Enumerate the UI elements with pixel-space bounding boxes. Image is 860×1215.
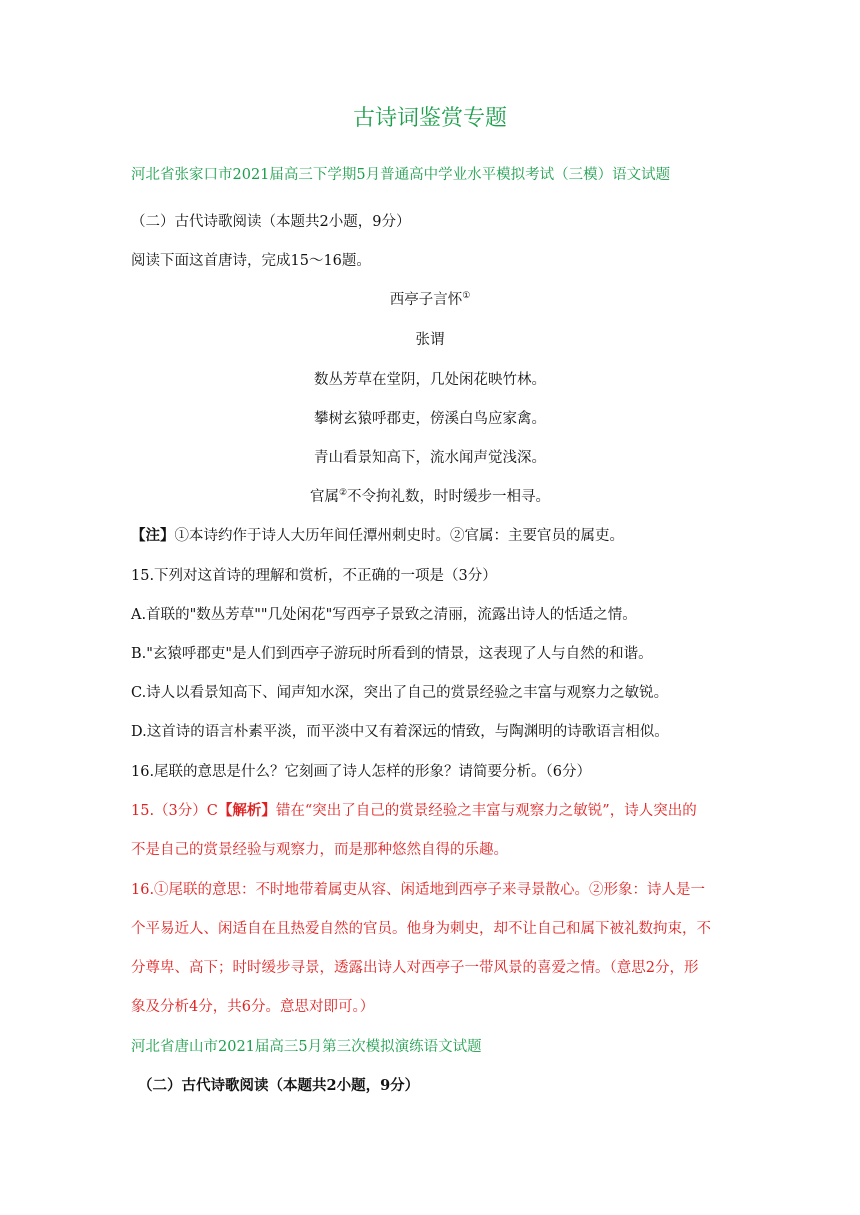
poem-line-4: [0, 487, 860, 507]
answer-16-line-2: 个平易近人、闲适自在且热爱自然的官员。他身为刺史，却不让自己和属下被礼数拘束，不: [131, 921, 711, 937]
poem-line-4-note: ②: [338, 488, 348, 499]
answer-16-line-4: 象及分析4分，共6分。意思对即可。）: [131, 999, 375, 1015]
question-15: 15.下列对这首诗的理解和赏析，不正确的一项是（3分）: [131, 568, 497, 584]
option-a: A.首联的"数丛芳草""几处闲花"写西亭子景致之清丽，流露出诗人的恬适之情。: [131, 607, 637, 623]
poem-line-3: 青山看景知高下，流水闻声觉浅深。: [314, 450, 546, 466]
poem-line-4-pre: 官属: [309, 489, 339, 505]
poem-title-note: ①: [462, 291, 471, 302]
section-heading-1: （二）古代诗歌阅读（本题共2小题，9分）: [131, 214, 411, 230]
annotation: [131, 526, 624, 546]
answer-16-line-3: 分尊卑、高下；时时缓步寻景，透露出诗人对西亭子一带风景的喜爱之情。（意思2分，形: [131, 960, 699, 976]
annotation-label: 【注】: [131, 527, 175, 544]
option-b: B."玄猿呼郡吏"是人们到西亭子游玩时所看到的情景，这表现了人与自然的和谐。: [131, 646, 653, 662]
option-d: D.这首诗的语言朴素平淡，而平淡中又有着深远的情致，与陶渊明的诗歌语言相似。: [131, 724, 669, 740]
question-16: 16.尾联的意思是什么？它刻画了诗人怎样的形象？请简要分析。（6分）: [131, 764, 592, 780]
answer-15-tag: 【解析】: [217, 802, 276, 819]
poem-line-2: 攀树玄猿呼郡吏，傍溪白鸟应家禽。: [314, 411, 546, 427]
page-title: 古诗词鉴赏专题: [352, 106, 507, 131]
poem-line-1: 数丛芳草在堂阴，几处闲花映竹林。: [314, 372, 546, 388]
instruction: 阅读下面这首唐诗，完成15～16题。: [131, 253, 371, 269]
annotation-text: ①本诗约作于诗人大历年间任潭州刺史时。②官属：主要官员的属吏。: [174, 528, 624, 544]
section-heading-2: （二）古代诗歌阅读（本题共2小题，9分）: [138, 1077, 420, 1094]
answer-15-line-1: [131, 801, 697, 821]
exam-source-1: 河北省张家口市2021届高三下学期5月普通高中学业水平模拟考试（三模）语文试题: [131, 167, 671, 183]
poem-title: [0, 290, 860, 310]
answer-16-line-1: 16.①尾联的意思：不时地带着属吏从容、闲适地到西亭子来寻景散心。②形象：诗人是一: [131, 882, 706, 898]
poem-title-text: 西亭子言怀: [389, 292, 463, 308]
option-c: C.诗人以看景知高下、闻声知水深，突出了自己的赏景经验之丰富与观察力之敏锐。: [131, 685, 669, 701]
answer-15-text: 错在“突出了自己的赏景经验之丰富与观察力之敏锐”，诗人突出的: [275, 803, 697, 819]
answer-15-line-2: 不是自己的赏景经验与观察力，而是那种悠然自得的乐趣。: [131, 842, 508, 858]
answer-15-prefix: 15.（3分）C: [131, 803, 218, 819]
exam-source-2: 河北省唐山市2021届高三5月第三次模拟演练语文试题: [131, 1039, 482, 1055]
poem-line-4-post: 不令拘礼数，时时缓步一相寻。: [347, 489, 551, 505]
poem-author: 张谓: [415, 332, 445, 348]
